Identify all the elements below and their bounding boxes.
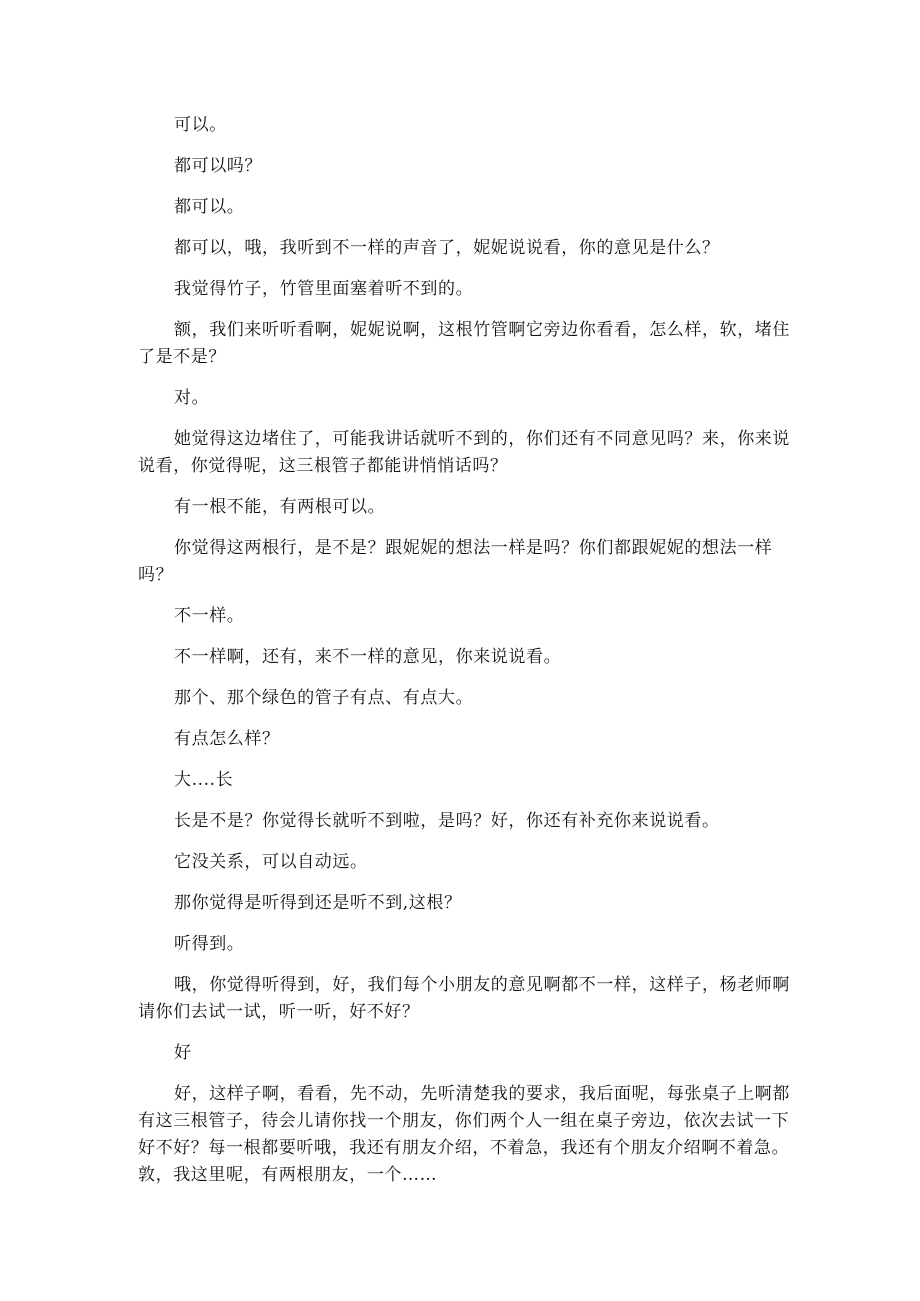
transcript-paragraph: 额，我们来听听看啊，妮妮说啊，这根竹管啊它旁边你看看，怎么样，软，堵住了是不是？ [138, 320, 790, 367]
transcript-paragraph: 你觉得这两根行，是不是？跟妮妮的想法一样是吗？你们都跟妮妮的想法一样吗？ [138, 538, 773, 585]
transcript-paragraph: 那个、那个绿色的管子有点、有点大。 [174, 688, 474, 708]
transcript-paragraph: 它没关系，可以自动远。 [174, 852, 368, 872]
transcript-paragraph: 我觉得竹子，竹管里面塞着听不到的。 [174, 279, 474, 299]
transcript-paragraph: 都可以。 [174, 197, 245, 217]
transcript-body [138, 112, 790, 1203]
transcript-paragraph: 不一样。 [174, 606, 245, 626]
transcript-paragraph: 不一样啊，还有，来不一样的意见，你来说说看。 [174, 647, 562, 667]
transcript-paragraph: 都可以吗？ [174, 156, 262, 176]
transcript-paragraph: 好，这样子啊，看看，先不动，先听清楚我的要求，我后面呢，每张桌子上啊都有这三根管子，待会儿请你找一个朋友，你们两个人一组在桌子旁边，依次去试一下好不好？每一根都要听哦，我还有朋友介绍，不着急，我还有个朋友介绍啊不着急。敦，我这里呢，有两根朋友，一个…… [138, 1084, 790, 1185]
transcript-paragraph: 有点怎么样？ [174, 729, 280, 749]
transcript-paragraph: 都可以，哦，我听到不一样的声音了，妮妮说说看，你的意见是什么？ [174, 238, 720, 258]
transcript-paragraph: 对。 [174, 388, 210, 408]
transcript-paragraph: 她觉得这边堵住了，可能我讲话就听不到的，你们还有不同意见吗？来，你来说说看，你觉得呢，这三根管子都能讲悄悄话吗？ [138, 429, 790, 476]
transcript-paragraph: 有一根不能，有两根可以。 [174, 497, 386, 517]
transcript-paragraph: 那你觉得是听得到还是听不到,这根？ [174, 893, 462, 913]
transcript-paragraph: 哦，你觉得听得到，好，我们每个小朋友的意见啊都不一样，这样子，杨老师啊请你们去试一试，听一听，好不好？ [138, 975, 790, 1022]
transcript-paragraph: 大....长 [174, 770, 234, 790]
transcript-paragraph: 可以。 [174, 115, 227, 135]
transcript-paragraph: 长是不是？你觉得长就听不到啦，是吗？好，你还有补充你来说说看。 [174, 811, 720, 831]
transcript-paragraph: 好 [174, 1043, 192, 1063]
transcript-paragraph: 听得到。 [174, 934, 245, 954]
